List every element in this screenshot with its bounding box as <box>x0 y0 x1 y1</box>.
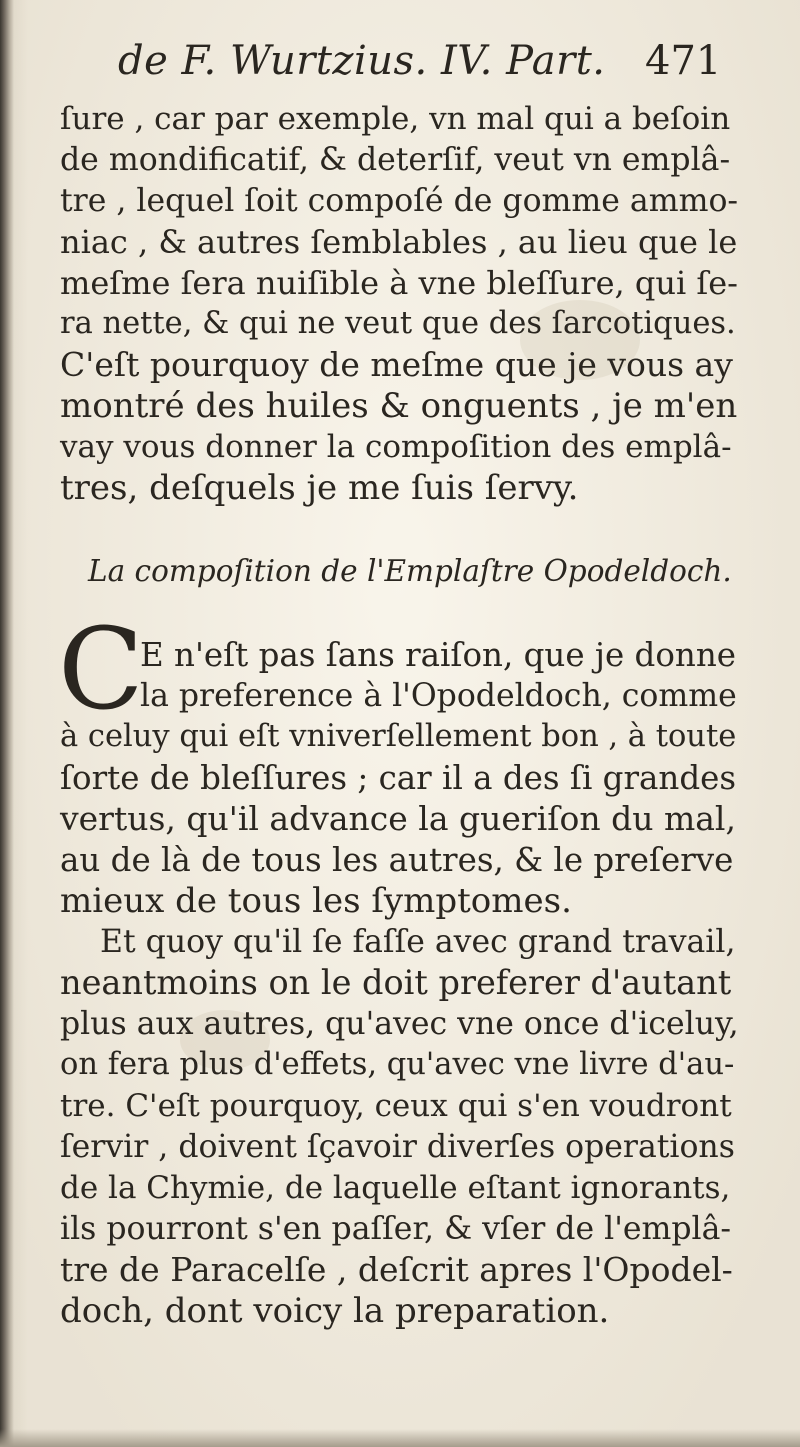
text-line: ſervir , doivent ſçavoir diverſes operations <box>60 1129 735 1165</box>
text-line: doch, dont voicy la preparation. <box>60 1291 610 1331</box>
text-line: tres, deſquels je me ſuis ſervy. <box>60 468 579 508</box>
text-line: ra nette, & qui ne veut que des ſarcotiques. <box>60 306 736 341</box>
text-line: tre , lequel ſoit compoſé de gomme ammo- <box>60 183 739 219</box>
text-line: C'eſt pourquoy de meſme que je vous ay <box>60 345 733 384</box>
text-line: ils pourront s'en paſſer, & vſer de l'emplâ- <box>60 1211 732 1247</box>
page-number: 471 <box>645 38 722 84</box>
text-line: ſure , car par exemple, vn mal qui a beſoin <box>60 101 731 137</box>
text-line: vertus, qu'il advance la gueriſon du mal, <box>60 799 736 838</box>
paragraph-top <box>60 96 740 516</box>
page-header <box>110 38 790 98</box>
text-line: vay vous donner la compoſition des emplâ- <box>60 429 732 465</box>
running-head: de F. Wurtzius. IV. Part. <box>118 38 606 84</box>
text-line: la preference à l'Opodeldoch, comme <box>140 678 737 714</box>
binding-gutter <box>0 0 14 1447</box>
page-bottom-edge <box>0 1429 800 1447</box>
text-line: neantmoins on le doit preferer d'autant <box>60 963 732 1002</box>
text-line: tre. C'eſt pourquoy, ceux qui s'en voudront <box>60 1088 732 1124</box>
text-line: Et quoy qu'il ſe faſſe avec grand travail, <box>100 924 736 960</box>
text-line: mieux de tous les ſymptomes. <box>60 881 572 921</box>
text-line: au de là de tous les autres, & le preſerve <box>60 841 734 879</box>
text-line: niac , & autres ſemblables , au lieu que le <box>60 223 738 261</box>
text-line: de mondificatif, & deterſif, veut vn emplâ- <box>60 142 731 178</box>
paragraph-main <box>60 632 740 1352</box>
text-line: on fera plus d'effets, qu'avec vne livre d'au- <box>60 1047 735 1082</box>
text-line: de la Chymie, de laquelle eſtant ignorants, <box>60 1170 731 1206</box>
text-line: plus aux autres, qu'avec vne once d'iceluy, <box>60 1006 739 1042</box>
text-line: E n'eſt pas ſans raiſon, que je donne <box>140 636 737 674</box>
text-line: tre de Paracelſe , deſcrit apres l'Opodel- <box>60 1250 733 1289</box>
text-line: montré des huiles & onguents , je m'en <box>60 386 738 426</box>
section-heading: La compoſition de l'Emplaſtre Opodeldoch. <box>88 554 732 588</box>
drop-cap: C <box>58 605 144 735</box>
text-line: à celuy qui eſt vniverſellement bon , à toute <box>60 719 737 754</box>
text-line: ſorte de bleſſures ; car il a des ſi grandes <box>60 759 737 797</box>
text-line: meſme ſera nuiſible à vne bleſſure, qui ſe- <box>60 264 738 302</box>
